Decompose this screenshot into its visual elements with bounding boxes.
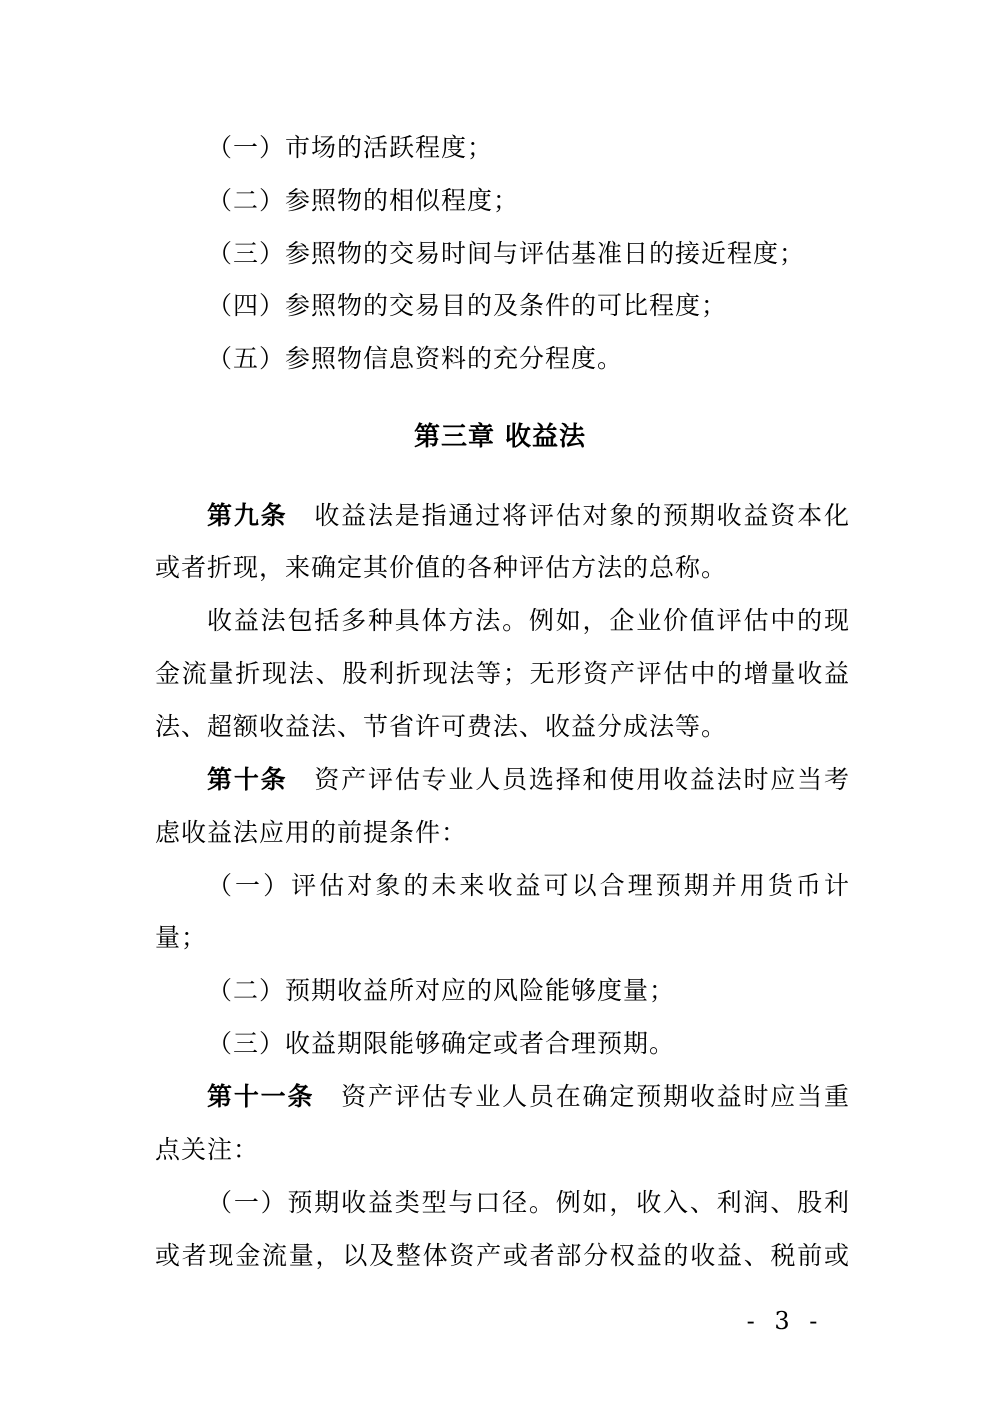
article-11-text: 资产评估专业人员在确定预期收益时应当重 bbox=[341, 1082, 850, 1111]
article-9-label: 第九条 bbox=[207, 501, 288, 530]
article-10-text: 资产评估专业人员选择和使用收益法时应当考 bbox=[314, 765, 850, 794]
article-10-line-1 bbox=[207, 764, 850, 796]
list-item: （一）市场的活跃程度； bbox=[207, 133, 494, 162]
page-number: - 3 - bbox=[746, 1307, 824, 1335]
article-9-text: 收益法是指通过将评估对象的预期收益资本化 bbox=[314, 501, 850, 530]
list-item-continuation: 量； bbox=[155, 923, 208, 952]
list-item: （一）预期收益类型与口径。例如，收入、利润、股利 bbox=[207, 1188, 850, 1217]
article-10-label: 第十条 bbox=[207, 765, 288, 794]
article-9-line-2: 或者折现，来确定其价值的各种评估方法的总称。 bbox=[155, 553, 728, 582]
list-item: （四）参照物的交易目的及条件的可比程度； bbox=[207, 291, 728, 320]
paragraph-methods-line-3: 法、超额收益法、节省许可费法、收益分成法等。 bbox=[155, 712, 728, 741]
article-9-line-1 bbox=[207, 500, 850, 532]
article-11-label: 第十一条 bbox=[207, 1082, 315, 1111]
list-item: （三）参照物的交易时间与评估基准日的接近程度； bbox=[207, 239, 806, 268]
list-item-continuation: 或者现金流量，以及整体资产或者部分权益的收益、税前或 bbox=[155, 1241, 850, 1270]
article-11-line-2: 点关注： bbox=[155, 1135, 260, 1164]
article-10-line-2: 虑收益法应用的前提条件： bbox=[155, 818, 468, 847]
list-item: （二）预期收益所对应的风险能够度量； bbox=[207, 976, 676, 1005]
list-item: （五）参照物信息资料的充分程度。 bbox=[207, 344, 624, 373]
paragraph-methods-line-2: 金流量折现法、股利折现法等；无形资产评估中的增量收益 bbox=[155, 659, 850, 688]
list-item: （一）评估对象的未来收益可以合理预期并用货币计 bbox=[207, 871, 850, 900]
list-item: （三）收益期限能够确定或者合理预期。 bbox=[207, 1029, 676, 1058]
article-11-line-1 bbox=[207, 1081, 850, 1113]
chapter-title: 第三章 收益法 bbox=[413, 422, 587, 452]
paragraph-methods-line-1: 收益法包括多种具体方法。例如，企业价值评估中的现 bbox=[207, 606, 850, 635]
list-item: （二）参照物的相似程度； bbox=[207, 186, 520, 215]
